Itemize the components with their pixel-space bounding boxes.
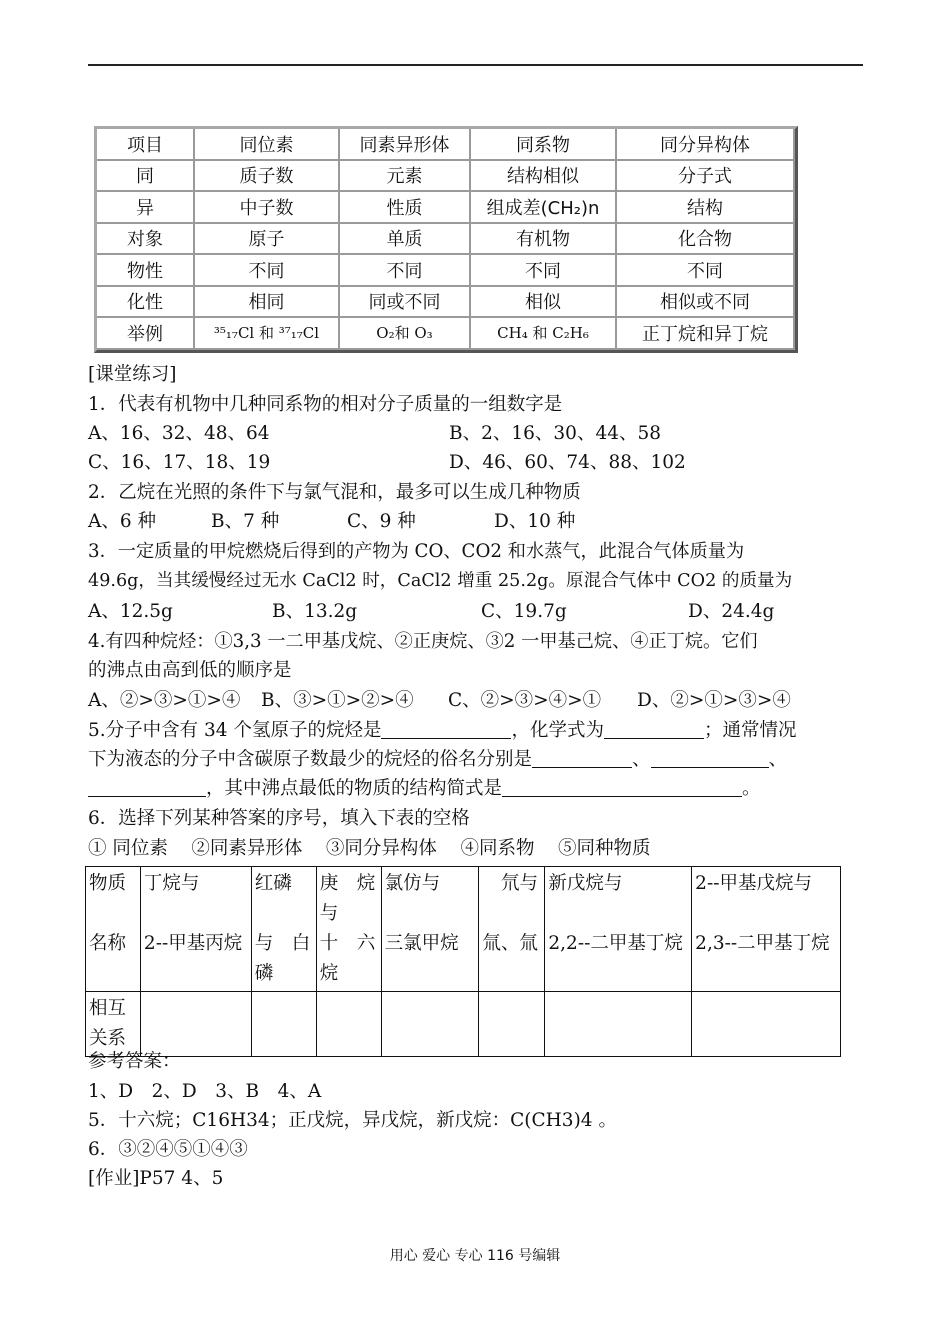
table-cell	[381, 867, 479, 992]
question-5-text: 5.分子中含有 34 个氢原子的烷烃是	[88, 720, 382, 741]
table-header-cell: 同素异形体	[340, 129, 471, 161]
homework: [作业]P57 4、5	[88, 1168, 224, 1189]
table-header-cell: 项目	[97, 129, 195, 161]
relation-answer-cell[interactable]	[381, 992, 479, 1057]
table-cell-text: 三氯甲烷	[384, 933, 459, 954]
table-row	[97, 129, 795, 161]
table-cell: 不同	[340, 255, 471, 287]
table-cell: 异	[97, 192, 195, 224]
table-cell	[251, 867, 316, 992]
comparison-table	[94, 126, 798, 353]
relation-answer-cell[interactable]	[692, 992, 841, 1057]
table-row	[97, 192, 795, 224]
header-rule	[88, 64, 863, 66]
answer-blank[interactable]	[502, 778, 742, 797]
question-3-option-c: C、19.7g	[481, 601, 567, 622]
table-cell: 化合物	[617, 224, 795, 256]
table-cell: CH₄ 和 C₂H₆	[471, 318, 617, 350]
question-5-line-3	[88, 774, 761, 803]
table-cell: 同或不同	[340, 287, 471, 319]
relation-answer-cell[interactable]	[479, 992, 545, 1057]
table-cell-text: 氯仿与	[384, 873, 441, 894]
answers-line-3: 6．③②④⑤①④③	[88, 1139, 248, 1160]
table-row	[86, 867, 841, 992]
table-header-cell: 同系物	[471, 129, 617, 161]
table-cell: 举例	[97, 318, 195, 350]
table-cell-text: 氚、氚	[482, 933, 538, 954]
table-cell-text: 名称	[89, 933, 127, 954]
question-3-option-d: D、24.4g	[688, 601, 775, 622]
question-4-option-d: D、②>①>③>④	[637, 690, 791, 711]
table-cell: O₂和 O₃	[340, 318, 471, 350]
relation-table	[85, 866, 841, 1057]
question-6-choices: ① 同位素 ②同素异形体 ③同分异构体 ④同系物 ⑤同种物质	[88, 838, 651, 859]
table-cell-text: 红磷	[254, 873, 292, 894]
question-5-text: 下为液态的分子中含碳原子数最少的烷烃的俗名分别是	[88, 749, 533, 770]
question-2-option-b: B、7 种	[211, 511, 280, 532]
relation-answer-cell[interactable]	[316, 992, 381, 1057]
answer-blank[interactable]	[88, 778, 206, 797]
question-5-line-2	[88, 745, 787, 774]
table-row	[97, 255, 795, 287]
question-5-text: 、	[632, 749, 651, 770]
table-row	[97, 318, 795, 350]
table-cell: 对象	[97, 224, 195, 256]
question-5-line-1	[88, 716, 797, 745]
question-2-stem: 2．乙烷在光照的条件下与氯气混和，最多可以生成几种物质	[88, 482, 581, 503]
question-2-option-c: C、9 种	[347, 511, 416, 532]
table-cell-text: 丁烷与	[143, 873, 200, 894]
table-cell-text: 庚 烷与	[319, 873, 376, 924]
question-5-text: 。	[742, 778, 761, 799]
table-cell-text: 2,2--二甲基丁烷	[548, 933, 683, 954]
question-3-line-2: 49.6g，当其缓慢经过无水 CaCl2 时，CaCl2 增重 25.2g。原混合气体中 CO2 的质量为	[88, 571, 793, 591]
table-cell: 原子	[195, 224, 340, 256]
question-1-option-d: D、46、60、74、88、102	[449, 452, 686, 473]
page-footer: 用心 爱心 专心 116 号编辑	[389, 1248, 561, 1264]
question-5-text: ，其中沸点最低的物质的结构简式是	[206, 778, 503, 799]
table-cell: 元素	[340, 161, 471, 193]
question-4-line-1: 4.有四种烷烃：①3,3 一二甲基戊烷、②正庚烷、③2 一甲基己烷、④正丁烷。它们	[88, 631, 758, 652]
table-row	[97, 287, 795, 319]
relation-table-head	[86, 867, 141, 992]
answers-title: 参考答案：	[88, 1051, 181, 1072]
answer-blank[interactable]	[381, 720, 511, 739]
question-1-option-b: B、2、16、30、44、58	[449, 423, 662, 444]
question-5-text: 、	[768, 749, 788, 770]
question-3-option-b: B、13.2g	[272, 601, 358, 622]
table-row	[97, 161, 795, 193]
table-cell: 中子数	[195, 192, 340, 224]
answer-blank[interactable]	[604, 720, 704, 739]
table-cell: 结构相似	[471, 161, 617, 193]
table-cell: 化性	[97, 287, 195, 319]
table-cell-text: 新戊烷与	[548, 873, 623, 894]
table-cell	[479, 867, 545, 992]
table-cell: 性质	[340, 192, 471, 224]
question-3-option-a: A、12.5g	[88, 601, 173, 622]
question-4-option-a: A、②>③>①>④	[88, 690, 241, 711]
section-title: [课堂练习]	[88, 364, 177, 385]
table-row	[97, 224, 795, 256]
table-header-cell: 同位素	[195, 129, 340, 161]
table-cell: 分子式	[617, 161, 795, 193]
table-header-cell: 同分异构体	[617, 129, 795, 161]
table-cell: 质子数	[195, 161, 340, 193]
question-4-option-b: B、③>①>②>④	[261, 690, 414, 711]
table-cell: 不同	[471, 255, 617, 287]
question-1-stem: 1．代表有机物中几种同系物的相对分子质量的一组数字是	[88, 394, 563, 415]
table-cell: 不同	[195, 255, 340, 287]
table-cell: 相似或不同	[617, 287, 795, 319]
table-cell-text: 2,3--二甲基丁烷	[695, 933, 830, 954]
table-row	[86, 992, 841, 1057]
table-cell: 有机物	[471, 224, 617, 256]
question-1-option-a: A、16、32、48、64	[88, 423, 270, 444]
table-cell	[316, 867, 381, 992]
answers-line-1: 1、D 2、D 3、B 4、A	[88, 1081, 322, 1102]
table-cell-text: 与 白磷	[254, 933, 311, 984]
answers-line-2: 5．十六烷；C16H34；正戊烷，异戊烷，新戊烷：C(CH3)4 。	[88, 1110, 617, 1131]
table-cell: 同	[97, 161, 195, 193]
answer-blank[interactable]	[532, 749, 632, 768]
table-cell-text: 氘与	[482, 873, 538, 894]
table-cell-text: 相互	[89, 998, 127, 1019]
table-cell	[692, 867, 841, 992]
question-2-option-d: D、10 种	[494, 511, 576, 532]
question-2-option-a: A、6 种	[88, 511, 157, 532]
question-1-option-c: C、16、17、18、19	[88, 452, 271, 473]
table-cell	[545, 867, 692, 992]
question-5-text: ；通常情况	[703, 720, 797, 741]
table-cell: 正丁烷和异丁烷	[617, 318, 795, 350]
table-cell-text: 十 六烷	[319, 933, 376, 984]
question-6-stem: 6．选择下列某种答案的序号，填入下表的空格	[88, 808, 470, 829]
question-5-text: ，化学式为	[511, 720, 604, 741]
question-4-line-2: 的沸点由高到低的顺序是	[88, 660, 292, 681]
table-cell: 单质	[340, 224, 471, 256]
table-cell-text: 物质	[89, 873, 127, 894]
table-cell: 不同	[617, 255, 795, 287]
table-cell-text: 2--甲基丙烷	[143, 933, 243, 954]
table-cell: 物性	[97, 255, 195, 287]
table-cell: ³⁵₁₇Cl 和 ³⁷₁₇Cl	[195, 318, 340, 350]
relation-answer-cell[interactable]	[251, 992, 316, 1057]
table-cell: 相同	[195, 287, 340, 319]
table-cell	[140, 867, 251, 992]
table-cell-text: 2--甲基戊烷与	[695, 873, 812, 894]
relation-answer-cell[interactable]	[545, 992, 692, 1057]
question-4-option-c: C、②>③>④>①	[448, 690, 602, 711]
table-cell: 组成差(CH₂)n	[471, 192, 617, 224]
table-cell: 相似	[471, 287, 617, 319]
question-3-line-1: 3．一定质量的甲烷燃烧后得到的产物为 CO、CO2 和水蒸气，此混合气体质量为	[88, 541, 745, 562]
table-cell-text: 关系	[89, 1028, 127, 1049]
table-cell: 结构	[617, 192, 795, 224]
answer-blank[interactable]	[651, 749, 769, 768]
